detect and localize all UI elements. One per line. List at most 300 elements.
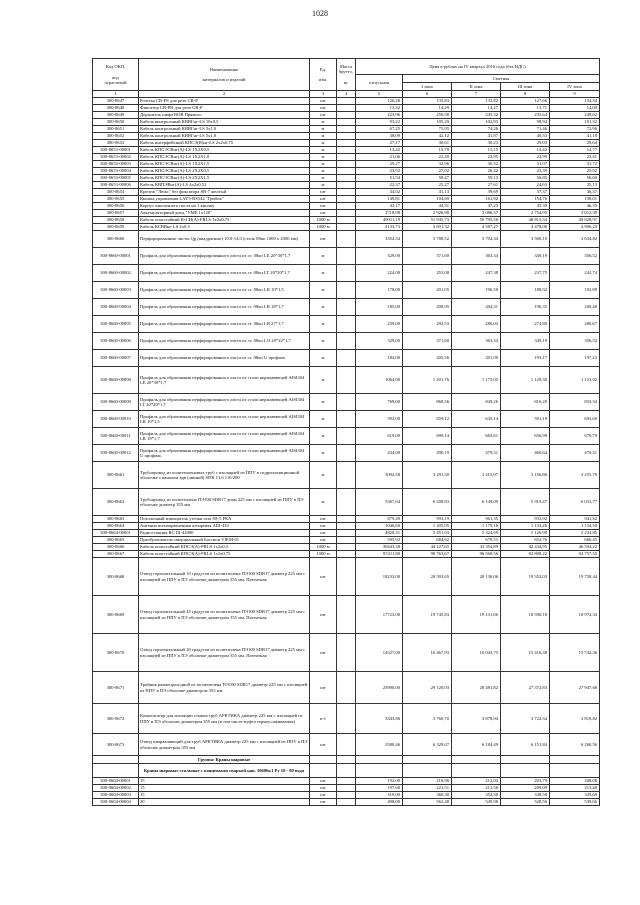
row-unit: 1000 м xyxy=(310,217,337,224)
row-name: Кабель огнестойкий КПСЭ(А)-FRLS 1х2х0,5 xyxy=(139,544,310,551)
row-unit: шт xyxy=(310,537,337,544)
row-price-zone-2: 3 878,94 xyxy=(452,704,501,734)
table-row xyxy=(93,224,600,231)
row-price-zone-1: 25,27 xyxy=(403,182,452,189)
row-code: 300-8660-00012 xyxy=(93,445,139,462)
row-mass xyxy=(337,445,356,462)
row-unit: м xyxy=(310,182,337,189)
row-name: Отвод горизонтальный 20 градусов из полиэтилена ПЭ100 SDR17 диаметр 225 мм с изоляцией из ППУ в ПЭ оболочке диаметром 355 мм. Патентная xyxy=(139,634,310,672)
table-row xyxy=(93,210,600,217)
row-price-release: 498,00 xyxy=(356,799,403,806)
row-price-zone-2: 212,04 xyxy=(452,778,501,785)
row-code: 300-8660-00001 xyxy=(93,248,139,265)
table-row xyxy=(93,105,600,112)
row-code: 300-8660-00003 xyxy=(93,282,139,299)
row-price-zone-4: 46,35 xyxy=(550,203,600,210)
row-mass xyxy=(337,558,356,596)
row-price-zone-2: 3 704,34 xyxy=(452,231,501,248)
row-name: Тройник равнопроходной из полиэтилена ПЭ100 SDR17 диаметр 225 мм с изоляцией из ППУ в ПЭ оболочке диаметром 355 мм xyxy=(139,672,310,704)
row-price-zone-3: 349,19 xyxy=(501,333,550,350)
row-price-release: 29,27 xyxy=(356,161,403,168)
row-price-zone-4: 197,23 xyxy=(550,350,600,367)
table-row xyxy=(93,316,600,333)
row-unit: м xyxy=(310,126,337,133)
table-row xyxy=(93,265,600,282)
row-price-zone-3: 98,94 xyxy=(501,119,550,126)
row-price-release: 23,92 xyxy=(356,168,403,175)
row-price-zone-4: 101,32 xyxy=(550,119,600,126)
table-row xyxy=(93,523,600,530)
row-code: 300-8665 xyxy=(93,537,139,544)
row-name: Отвод горизонтальный 10 градусов из полиэтилена ПЭ100 SDR17 диаметр 225 мм с изоляцией из ППУ в ПЭ оболочке диаметром 355 мм. Патентная xyxy=(139,558,310,596)
row-name: Перфорированные листы Qg (квадратные) 10,0-14,0 (сталь 08кп 1000 х 2000 мм) xyxy=(139,231,310,248)
row-price-release: 319,00 xyxy=(356,792,403,799)
row-code: 300-0604-00003 xyxy=(93,792,139,799)
row-name: Крепеж "Люкс" без фиксатора SB-7 желтый xyxy=(139,189,310,196)
row-unit: шт xyxy=(310,530,337,537)
row-price-zone-4: 41,18 xyxy=(550,133,600,140)
row-mass xyxy=(337,537,356,544)
row-price-zone-4: 134,34 xyxy=(550,98,600,105)
row-price-zone-3: 3 156,86 xyxy=(501,462,550,489)
row-price-zone-3: 196,35 xyxy=(501,299,550,316)
row-price-zone-4: 14,00 xyxy=(550,105,600,112)
row-name: Профиль для образования перфорированного листа из ст. 08кп LR 10*1,5 xyxy=(139,282,310,299)
table-row xyxy=(93,112,600,119)
row-price-zone-1: 250,58 xyxy=(403,112,452,119)
row-unit: м xyxy=(310,161,337,168)
row-unit: м xyxy=(310,168,337,175)
row-price-zone-1: 371,60 xyxy=(403,248,452,265)
table-body-group-rows xyxy=(93,778,600,806)
row-price-zone-1: 4 691,32 xyxy=(403,224,452,231)
row-price-release: 38,09 xyxy=(356,133,403,140)
row-price-zone-1: 3 788,52 xyxy=(403,231,452,248)
table-row xyxy=(93,596,600,634)
table-row xyxy=(93,672,600,704)
row-name: Профиль для образования перфорированного листа из ст. 08кп LR 27*1,7 xyxy=(139,316,310,333)
row-unit: м xyxy=(310,299,337,316)
row-price-release: 13,42 xyxy=(356,147,403,154)
row-unit: шт xyxy=(310,231,337,248)
row-price-zone-3: 18 596,18 xyxy=(501,596,550,634)
row-price-zone-1: 30,61 xyxy=(403,140,452,147)
row-price-zone-4: 27 947,68 xyxy=(550,672,600,704)
row-unit: м xyxy=(310,394,337,411)
row-price-zone-4: 242,74 xyxy=(550,265,600,282)
row-code: 300-0604-00001 xyxy=(93,778,139,785)
row-price-zone-4: 14,77 xyxy=(550,147,600,154)
row-price-zone-1: 44 227,65 xyxy=(403,544,452,551)
row-unit: м xyxy=(310,282,337,299)
row-price-zone-3: 1 133,26 xyxy=(501,523,550,530)
row-mass xyxy=(337,634,356,672)
row-unit: шт xyxy=(310,785,337,792)
row-mass xyxy=(337,462,356,489)
row-price-zone-3: 25,39 xyxy=(501,168,550,175)
row-price-zone-3: 48 815,34 xyxy=(501,217,550,224)
table-row xyxy=(93,203,600,210)
row-price-zone-4: 603,60 xyxy=(550,411,600,428)
row-unit: м xyxy=(310,316,337,333)
row-price-release: 39443,38 xyxy=(356,544,403,551)
row-mass xyxy=(337,161,356,168)
table-row xyxy=(93,704,600,734)
row-mass xyxy=(337,596,356,634)
row-name: Корпус кнопочного поста на 1 кнопку xyxy=(139,203,310,210)
row-name: Профиль для образования перфорированного листа из ст. 08кп LT 20*20*1,7 xyxy=(139,265,310,282)
row-price-zone-2: 363,34 xyxy=(452,248,501,265)
row-price-zone-3: 235,64 xyxy=(501,112,550,119)
row-price-zone-1: 292,53 xyxy=(403,316,452,333)
row-price-zone-4: 6 033,77 xyxy=(550,489,600,516)
row-price-zone-3: 338,58 xyxy=(501,792,550,799)
row-code: 300-8660 xyxy=(93,231,139,248)
row-price-zone-1: 216,96 xyxy=(403,778,452,785)
row-price-zone-1: 360,30 xyxy=(403,792,452,799)
row-code: 300-8660-00007 xyxy=(93,350,139,367)
row-price-zone-2: 74,26 xyxy=(452,126,501,133)
row-price-release: 126,28 xyxy=(356,98,403,105)
row-price-zone-1: 659,12 xyxy=(403,411,452,428)
row-unit: м xyxy=(310,333,337,350)
row-price-zone-2: 14,27 xyxy=(452,105,501,112)
row-mass xyxy=(337,411,356,428)
row-price-zone-1: 23,49 xyxy=(403,154,452,161)
row-price-release: 259,00 xyxy=(356,316,403,333)
row-name: 15 xyxy=(139,778,310,785)
row-mass xyxy=(337,704,356,734)
row-code: 300-8647 xyxy=(93,98,139,105)
row-unit: шт xyxy=(310,203,337,210)
table-row xyxy=(93,411,600,428)
row-mass xyxy=(337,544,356,551)
row-mass xyxy=(337,792,356,799)
row-name: Кабель КПСЭСВнг(А)-LS 2Х2Х1,5 xyxy=(139,175,310,182)
row-price-release: 22,37 xyxy=(356,182,403,189)
row-price-zone-3: 27 372,83 xyxy=(501,672,550,704)
row-unit: м xyxy=(310,411,337,428)
row-unit: м xyxy=(310,428,337,445)
row-price-release: 93,22 xyxy=(356,119,403,126)
row-mass xyxy=(337,778,356,785)
row-unit: м xyxy=(310,367,337,394)
row-name: Кабель КВПЭВнг(А)-LS 4х2х0,52 xyxy=(139,182,310,189)
row-price-zone-4: 4 906,23 xyxy=(550,224,600,231)
group-title: Группа: Краны шаровые xyxy=(139,756,310,764)
row-price-zone-3: 71,46 xyxy=(501,126,550,133)
row-name: Фиксатор CR-PH для реле CR-P xyxy=(139,105,310,112)
row-code: 300-8660-00002 xyxy=(93,265,139,282)
row-code: 300-8662 xyxy=(93,489,139,516)
row-code: 300-8657 xyxy=(93,210,139,217)
row-mass xyxy=(337,231,356,248)
table-row xyxy=(93,98,600,105)
row-mass xyxy=(337,189,356,196)
row-price-zone-3: 56,85 xyxy=(501,175,550,182)
row-price-zone-2: 4 587,27 xyxy=(452,224,501,231)
row-price-zone-3: 1 129,30 xyxy=(501,367,550,394)
row-price-release: 4133,73 xyxy=(356,224,403,231)
row-price-zone-1: 15,79 xyxy=(403,147,452,154)
row-price-zone-3: 5 126,98 xyxy=(501,530,550,537)
row-price-zone-3: 933,92 xyxy=(501,516,550,523)
row-price-zone-1: 208,95 xyxy=(403,299,452,316)
row-price-zone-3: 193,17 xyxy=(501,350,550,367)
table-row xyxy=(93,516,600,523)
row-code: 300-8653-00002 xyxy=(93,154,139,161)
row-unit: м xyxy=(310,265,337,282)
row-price-zone-2: 47,23 xyxy=(452,203,501,210)
table-row xyxy=(93,119,600,126)
row-price-zone-3: 15 416,38 xyxy=(501,634,550,672)
row-price-zone-4: 192,89 xyxy=(550,282,600,299)
row-price-zone-1: 41,13 xyxy=(403,189,452,196)
row-unit: шт xyxy=(310,799,337,806)
row-price-release: 185,00 xyxy=(356,299,403,316)
row-price-zone-3: 4 478,06 xyxy=(501,224,550,231)
row-price-zone-1: 105,29 xyxy=(403,119,452,126)
row-mass xyxy=(337,203,356,210)
row-price-release: 178,00 xyxy=(356,282,403,299)
header-code: Код ОКП, код отраслевой xyxy=(93,59,139,91)
table-row xyxy=(93,785,600,792)
header-mass: Масса брутто, кг xyxy=(337,59,356,91)
column-index: 1 xyxy=(93,91,139,98)
table-row xyxy=(93,394,600,411)
row-price-release: 224,00 xyxy=(356,265,403,282)
table-row xyxy=(93,189,600,196)
row-mass xyxy=(337,126,356,133)
table-row xyxy=(93,792,600,799)
row-mass xyxy=(337,799,356,806)
header-zone-1: I зона xyxy=(403,83,452,91)
row-unit: м xyxy=(310,147,337,154)
row-mass xyxy=(337,105,356,112)
row-price-release: 87411,80 xyxy=(356,551,403,558)
row-price-zone-4: 200,48 xyxy=(550,299,600,316)
row-price-zone-2: 479,31 xyxy=(452,445,501,462)
row-unit: м xyxy=(310,140,337,147)
row-mass xyxy=(337,196,356,203)
row-unit: м xyxy=(310,248,337,265)
row-mass xyxy=(337,224,356,231)
row-mass xyxy=(337,316,356,333)
row-price-zone-2: 6 149,09 xyxy=(452,489,501,516)
row-name: Кабель огнестойкий КПСЭ(А)-FRLS 1х2х0,75 xyxy=(139,551,310,558)
table-row xyxy=(93,799,600,806)
row-price-zone-1: 27,02 xyxy=(403,168,452,175)
row-mass xyxy=(337,168,356,175)
row-name: Потолочный извещатель утечки газа SS-5 РКА xyxy=(139,516,310,523)
row-price-release: 49011,19 xyxy=(356,217,403,224)
row-code: 300-8670 xyxy=(93,634,139,672)
row-price-zone-3: 14,42 xyxy=(501,147,550,154)
row-price-zone-2: 16 043,73 xyxy=(452,634,501,672)
row-price-zone-4: 941,32 xyxy=(550,516,600,523)
row-price-zone-3: 40,33 xyxy=(501,133,550,140)
row-price-release: 4820,31 xyxy=(356,530,403,537)
row-price-zone-3: 6 151,84 xyxy=(501,734,550,756)
row-price-release: 5580,46 xyxy=(356,734,403,756)
row-price-zone-4: 94 757,55 xyxy=(550,551,600,558)
row-unit: шт xyxy=(310,634,337,672)
table-row xyxy=(93,147,600,154)
row-price-zone-4: 29,64 xyxy=(550,140,600,147)
table-row xyxy=(93,231,600,248)
row-mass xyxy=(337,133,356,140)
row-name: Профиль для образования перфорированного листа из стали нержавеющей AISI304 LR 18*1,7 xyxy=(139,428,310,445)
table-row xyxy=(93,133,600,140)
row-name: 20 xyxy=(139,799,310,806)
row-mass xyxy=(337,672,356,704)
row-price-zone-1: 562,48 xyxy=(403,799,452,806)
row-price-zone-3: 127,66 xyxy=(501,98,550,105)
row-price-zone-3: 45,39 xyxy=(501,203,550,210)
header-price-release: отпускная xyxy=(356,75,403,91)
row-price-zone-1: 684,62 xyxy=(403,537,452,544)
row-price-zone-1: 205,56 xyxy=(403,350,452,367)
row-price-zone-2: 96 568,56 xyxy=(452,551,501,558)
row-name: Отвод горизонтальный 45 градусов из полиэтилена ПЭ100 SDR17 диаметр 225 мм с изоляцией из ППУ в ПЭ оболочке диаметром 355 мм. Патентная xyxy=(139,596,310,634)
row-price-zone-1: 3 291,30 xyxy=(403,462,452,489)
row-code: 300-0604-00004 xyxy=(93,799,139,806)
row-name: Кабель КПСЭСВнг(А)-LS 2Х2Х0,5 xyxy=(139,168,310,175)
row-unit: шт xyxy=(310,189,337,196)
row-price-zone-4: 19 758,44 xyxy=(550,558,600,596)
table-row xyxy=(93,333,600,350)
row-price-zone-2: 245,32 xyxy=(452,112,501,119)
row-price-zone-2: 20 136,06 xyxy=(452,558,501,596)
row-price-zone-4: 249,62 xyxy=(550,112,600,119)
row-unit: шт xyxy=(310,98,337,105)
row-price-zone-1: 201,05 xyxy=(403,282,452,299)
row-name: Держатель шкфа ВОВ Прямого xyxy=(139,112,310,119)
row-name: Профиль для образования перфорированного листа из стали нержавеющей AISI304 LE 20*30*1,7 xyxy=(139,367,310,394)
row-unit: м xyxy=(310,175,337,182)
table-row xyxy=(93,196,600,203)
row-name: Кабель контрольный КВВГнг-LS 5х1,0 xyxy=(139,133,310,140)
row-code: 300-0604-00002 xyxy=(93,785,139,792)
row-price-zone-2: 6 184,49 xyxy=(452,734,501,756)
header-zone-3: III зона xyxy=(501,83,550,91)
row-name: Компенсатор для изоляции стыков труб АРКТИКА диаметр 225 мм с изоляцией из ППУ в ПЭ оболочке диаметром 355 мм (в том числе муфта термоусаживаемая) xyxy=(139,704,310,734)
row-unit: шт xyxy=(310,523,337,530)
row-price-zone-1: 5 451,93 xyxy=(403,530,452,537)
row-price-zone-2: 28 481,82 xyxy=(452,672,501,704)
row-price-release: 13,32 xyxy=(356,105,403,112)
row-price-zone-2: 549,98 xyxy=(452,799,501,806)
row-price-zone-1: 699,14 xyxy=(403,428,452,445)
row-price-zone-3: 92 808,22 xyxy=(501,551,550,558)
row-name: Профиль для образования перфорированного листа из ст. 08кп LO 20*22*1,7 xyxy=(139,333,310,350)
row-price-zone-1: 42,12 xyxy=(403,133,452,140)
row-code: 300-8651 xyxy=(93,126,139,133)
row-name: Кнопка управления LAY5-BS542 "Грибок" xyxy=(139,196,310,203)
row-unit: шт xyxy=(310,112,337,119)
row-code: 300-8660-00004 xyxy=(93,299,139,316)
row-name: Трубопровод из полиэтилена ПЭ100 SDR17 диам 225 мм с изоляцией из ППУ в ПЭ оболочке диаметр 355 мм xyxy=(139,489,310,516)
row-price-zone-2: 59,13 xyxy=(452,175,501,182)
row-price-zone-3: 37,37 xyxy=(501,189,550,196)
row-price-zone-1: 221,51 xyxy=(403,785,452,792)
row-price-zone-4: 356,52 xyxy=(550,333,600,350)
row-code: 300-8664 xyxy=(93,523,139,530)
row-name: Трубопровод из полиэтиленовых труб с изоляцией из ППУ в гидроизоляционной оболочке с каналом вдв (лвиной) SDR 13,6 110/200 xyxy=(139,462,310,489)
row-name: Профиль для образования перфорированного листа из ст. 08кп LE 20*30*1,7 xyxy=(139,248,310,265)
row-name: Кабель контрольный КВВГнг-LS 10х0,5 xyxy=(139,119,310,126)
column-index: 8 xyxy=(501,91,550,98)
row-price-zone-1: 2 926,90 xyxy=(403,210,452,217)
row-price-zone-2: 961,35 xyxy=(452,516,501,523)
row-price-zone-1: 1 201,76 xyxy=(403,367,452,394)
row-price-zone-4: 31,72 xyxy=(550,161,600,168)
table-body-group xyxy=(93,756,600,778)
row-unit: шт xyxy=(310,516,337,523)
table-row xyxy=(93,445,600,462)
row-price-zone-2: 247,38 xyxy=(452,265,501,282)
row-price-release: 14527,00 xyxy=(356,634,403,672)
row-price-zone-2: 352,30 xyxy=(452,792,501,799)
table-row xyxy=(93,428,600,445)
row-price-zone-1: 490,19 xyxy=(403,445,452,462)
row-unit: шт xyxy=(310,196,337,203)
row-price-zone-3: 31,07 xyxy=(501,161,550,168)
row-price-release: 17723,00 xyxy=(356,596,403,634)
row-price-zone-1: 3 760,70 xyxy=(403,704,452,734)
table-row xyxy=(93,462,600,489)
row-mass xyxy=(337,551,356,558)
table-row xyxy=(93,350,600,367)
row-price-zone-2: 1 179,16 xyxy=(452,523,501,530)
row-price-zone-4: 56,60 xyxy=(550,175,600,182)
row-name: Профиль для образования перфорированного листа из ст. 08кп U профиль xyxy=(139,350,310,367)
column-index: 7 xyxy=(452,91,501,98)
row-price-release: 769,00 xyxy=(356,394,403,411)
row-mass xyxy=(337,182,356,189)
row-code: 300-8650 xyxy=(93,119,139,126)
row-price-zone-2: 27,61 xyxy=(452,182,501,189)
row-name: Кабель огнестойкий КсСН(А)-FRLS 1х2х0,75 xyxy=(139,217,310,224)
row-price-release: 67,25 xyxy=(356,126,403,133)
row-price-zone-4: 6 260,56 xyxy=(550,734,600,756)
row-price-release: 592,00 xyxy=(356,411,403,428)
row-code: 300-8653-00005 xyxy=(93,175,139,182)
column-index: 9 xyxy=(550,91,600,98)
group-subtitle: Краны шаровые стальные с концевыми сваркой цап. 10686к1 Ру 10 - 80 вода xyxy=(139,764,310,778)
row-price-zone-1: 993,19 xyxy=(403,516,452,523)
row-unit: м xyxy=(310,154,337,161)
row-mass xyxy=(337,248,356,265)
row-mass xyxy=(337,265,356,282)
row-code: 300-8653-00001 xyxy=(93,147,139,154)
row-price-release: 434,00 xyxy=(356,445,403,462)
row-price-zone-2: 23,85 xyxy=(452,154,501,161)
row-price-zone-1: 58,47 xyxy=(403,175,452,182)
row-mass xyxy=(337,394,356,411)
row-price-zone-4: 5 234,85 xyxy=(550,530,600,537)
row-price-zone-2: 132,82 xyxy=(452,98,501,105)
row-unit: шт xyxy=(310,672,337,704)
row-mass xyxy=(337,217,356,224)
row-unit: м xyxy=(310,462,337,489)
row-price-zone-2: 102,93 xyxy=(452,119,501,126)
row-price-release: 197,60 xyxy=(356,785,403,792)
row-price-release: 149,81 xyxy=(356,196,403,203)
row-price-release: 879,49 xyxy=(356,516,403,523)
row-price-zone-4: 345,69 xyxy=(550,792,600,799)
row-name: Преобразователь инерциальный Бастион VIEM-01 xyxy=(139,537,310,544)
